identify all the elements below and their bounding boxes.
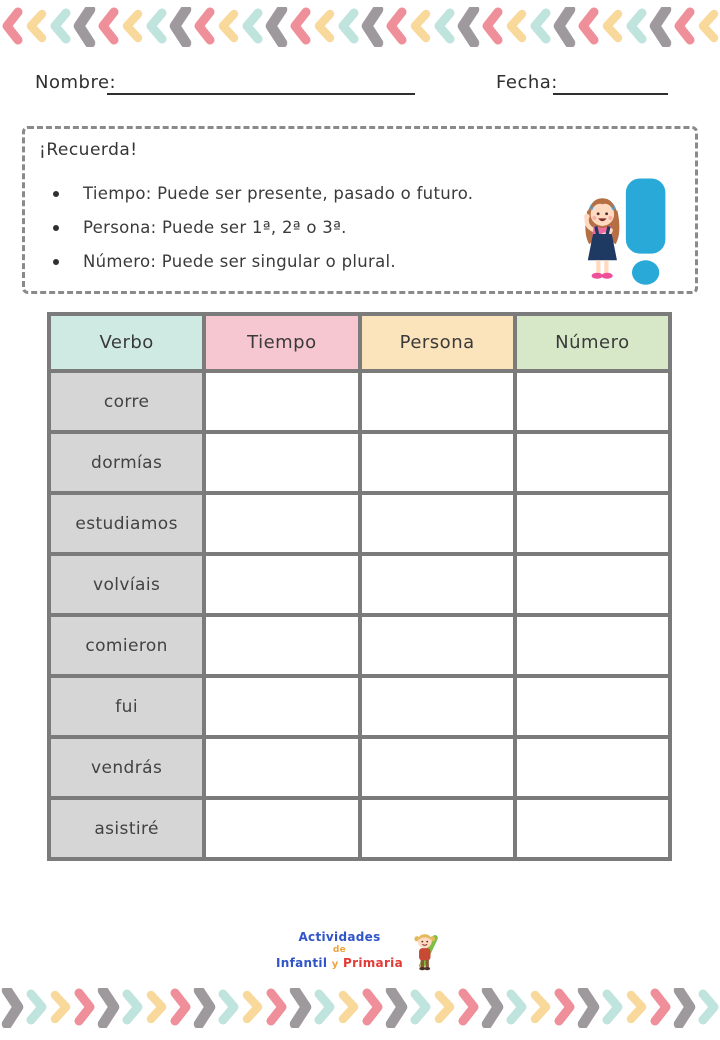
footer-logo-text	[276, 930, 403, 972]
recuerda-bullet-persona: Persona: Puede ser 1ª, 2ª o 3ª.	[39, 218, 679, 237]
answer-cell-numero[interactable]	[515, 615, 670, 676]
verb-cell: corre	[49, 371, 204, 432]
footer-logo-y: y	[331, 959, 339, 971]
table-row	[49, 676, 670, 737]
table-row	[49, 798, 670, 859]
answer-cell-persona[interactable]	[360, 554, 515, 615]
footer-logo-line1: Actividades	[298, 930, 381, 945]
table-header-row	[49, 314, 670, 371]
bottom-chevron-border	[0, 988, 720, 1028]
verb-cell: vendrás	[49, 737, 204, 798]
verb-cell: estudiamos	[49, 493, 204, 554]
date-input-line[interactable]	[553, 72, 668, 95]
footer-logo-infantil: Infantil	[276, 956, 328, 971]
answer-cell-numero[interactable]	[515, 432, 670, 493]
answer-cell-persona[interactable]	[360, 371, 515, 432]
answer-cell-numero[interactable]	[515, 371, 670, 432]
answer-cell-tiempo[interactable]	[204, 432, 359, 493]
verb-cell: dormías	[49, 432, 204, 493]
answer-cell-numero[interactable]	[515, 676, 670, 737]
verb-cell: comieron	[49, 615, 204, 676]
table-row	[49, 737, 670, 798]
answer-cell-tiempo[interactable]	[204, 493, 359, 554]
answer-cell-persona[interactable]	[360, 432, 515, 493]
answer-cell-persona[interactable]	[360, 676, 515, 737]
top-chevron-border	[0, 7, 720, 47]
girl-exclamation-illustration	[577, 175, 671, 291]
column-header-tiempo: Tiempo	[204, 314, 359, 371]
table-row	[49, 493, 670, 554]
answer-cell-tiempo[interactable]	[204, 615, 359, 676]
table-row	[49, 432, 670, 493]
answer-cell-persona[interactable]	[360, 798, 515, 859]
table-row	[49, 371, 670, 432]
answer-cell-numero[interactable]	[515, 493, 670, 554]
name-input-line[interactable]	[107, 72, 415, 95]
footer-logo-primaria: Primaria	[343, 956, 403, 971]
answer-cell-numero[interactable]	[515, 798, 670, 859]
verb-cell: asistiré	[49, 798, 204, 859]
answer-cell-tiempo[interactable]	[204, 371, 359, 432]
recuerda-box	[22, 126, 698, 294]
kid-with-pencil-icon	[408, 928, 444, 974]
footer-logo	[276, 928, 444, 974]
name-date-row	[35, 72, 685, 100]
verb-analysis-table	[47, 312, 672, 861]
date-label: Fecha:	[496, 72, 558, 93]
answer-cell-tiempo[interactable]	[204, 798, 359, 859]
recuerda-title: ¡Recuerda!	[39, 140, 138, 160]
footer-logo-line2: de	[332, 945, 347, 956]
answer-cell-numero[interactable]	[515, 554, 670, 615]
answer-cell-tiempo[interactable]	[204, 554, 359, 615]
name-label: Nombre:	[35, 72, 117, 93]
answer-cell-persona[interactable]	[360, 493, 515, 554]
column-header-numero: Número	[515, 314, 670, 371]
recuerda-bullet-tiempo: Tiempo: Puede ser presente, pasado o futuro.	[39, 184, 679, 203]
verb-cell: fui	[49, 676, 204, 737]
answer-cell-tiempo[interactable]	[204, 737, 359, 798]
answer-cell-persona[interactable]	[360, 737, 515, 798]
recuerda-bullet-numero: Número: Puede ser singular o plural.	[39, 252, 679, 271]
table-row	[49, 615, 670, 676]
table-row	[49, 554, 670, 615]
answer-cell-tiempo[interactable]	[204, 676, 359, 737]
answer-cell-numero[interactable]	[515, 737, 670, 798]
footer-logo-line3	[276, 956, 403, 972]
column-header-persona: Persona	[360, 314, 515, 371]
verb-cell: volvíais	[49, 554, 204, 615]
answer-cell-persona[interactable]	[360, 615, 515, 676]
column-header-verbo: Verbo	[49, 314, 204, 371]
